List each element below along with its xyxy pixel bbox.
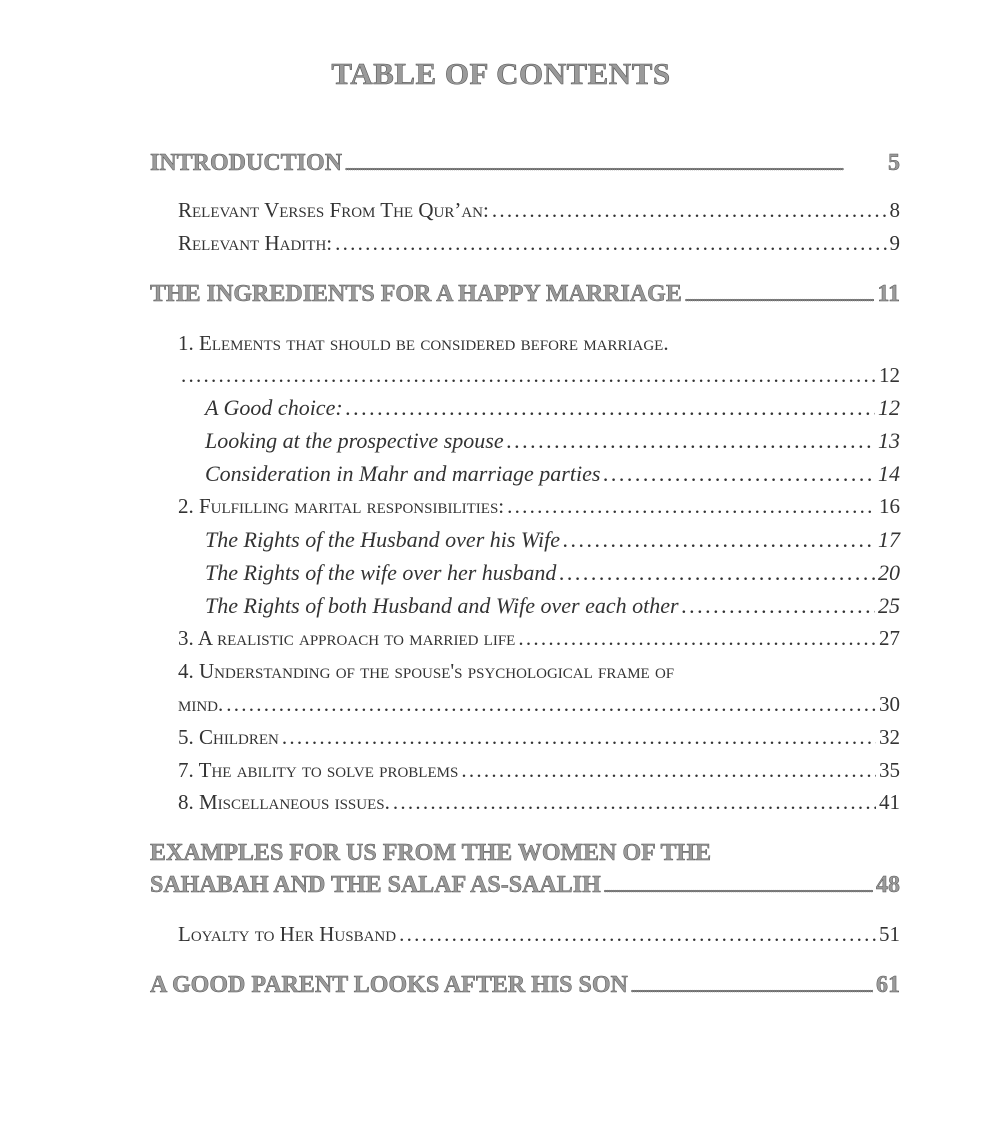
toc-entry-title: THE INGREDIENTS FOR A HAPPY MARRIAGE (150, 281, 682, 307)
toc-entry-page-number: 13 (878, 428, 900, 453)
dot-leader (507, 494, 876, 519)
toc-entry-page-number: 51 (879, 922, 900, 946)
toc-entry-title: 5. Children (178, 725, 279, 749)
toc-entry-page-number: 41 (879, 790, 900, 814)
toc-entry[interactable] (178, 198, 900, 223)
toc-entry-title: 1. Elements that should be considered before marriage. (178, 331, 669, 355)
dot-leader (492, 198, 887, 223)
toc-entry-page-number: 27 (879, 626, 900, 650)
dot-leader (461, 758, 876, 783)
toc-entry-page-number: 61 (876, 972, 900, 998)
toc-entry-page-number: 5 (888, 150, 900, 176)
toc-entry-page-number: 32 (879, 725, 900, 749)
toc-entry-page-number: 20 (878, 560, 900, 585)
toc-entry[interactable] (178, 790, 900, 815)
toc-entry-page-number: 30 (879, 692, 900, 716)
toc-entry-title: Loyalty to Her Husband (178, 922, 397, 946)
dot-leader (559, 560, 875, 586)
toc-entry-page-number: 8 (889, 198, 900, 222)
toc-entry-title: A GOOD PARENT LOOKS AFTER HIS SON (150, 972, 628, 998)
toc-entry[interactable] (205, 461, 900, 487)
toc-entry-title: The Rights of the wife over her husband (205, 560, 557, 585)
toc-entry[interactable] (178, 626, 900, 651)
toc-entry-title: The Rights of the Husband over his Wife (205, 527, 561, 552)
toc-entry-page-number: 25 (878, 593, 900, 618)
dot-leader (399, 922, 876, 947)
toc-entry-title: The Rights of both Husband and Wife over each other (205, 593, 679, 618)
toc-entry-title: 8. Miscellaneous issues. (178, 790, 390, 814)
toc-entry-page-number: 12 (879, 363, 900, 387)
toc-entry[interactable] (205, 560, 900, 586)
toc-entry-title: Looking at the prospective spouse (205, 428, 504, 453)
toc-entry[interactable] (205, 593, 900, 619)
dot-leader (335, 231, 886, 256)
toc-entry-page-number: 17 (878, 527, 900, 552)
toc-entry-title: EXAMPLES FOR US FROM THE WOMEN OF THE (150, 840, 712, 866)
dot-leader (507, 428, 875, 454)
toc-entry-title: 7. The ability to solve problems (178, 758, 459, 782)
toc-entry[interactable] (150, 872, 900, 899)
toc-entry-title: SAHABAH AND THE SALAF AS-SAALIH (150, 872, 601, 898)
dot-leader (563, 527, 875, 553)
dot-leader (181, 363, 876, 388)
toc-entry[interactable] (178, 363, 900, 388)
dot-leader (226, 692, 876, 717)
toc-entry[interactable] (178, 725, 900, 750)
toc-entry-page-number: 16 (879, 494, 900, 518)
toc-entry[interactable] (205, 395, 900, 421)
toc-entry-title: INTRODUCTION (150, 150, 343, 176)
toc-entry[interactable] (150, 972, 900, 999)
dot-leader (346, 395, 875, 421)
toc-entry-page-number: 35 (879, 758, 900, 782)
dot-leader (685, 281, 874, 308)
dot-leader (393, 790, 876, 815)
toc-entry-title: mind. (178, 692, 224, 716)
toc-entry[interactable] (150, 150, 900, 177)
dot-leader (604, 872, 873, 899)
toc-entry[interactable] (150, 281, 900, 308)
toc-entry[interactable] (178, 692, 900, 717)
toc-entry-title: 4. Understanding of the spouse's psychological frame of (178, 659, 675, 683)
page-title: TABLE OF CONTENTS (331, 56, 671, 91)
toc-entry-page-number: 9 (889, 231, 900, 255)
toc-entry-page-number: 12 (878, 395, 900, 420)
toc-entry[interactable] (205, 527, 900, 553)
toc-entry[interactable] (178, 331, 900, 356)
dot-leader (631, 972, 873, 999)
toc-entry[interactable] (178, 758, 900, 783)
toc-entry[interactable] (178, 659, 900, 684)
toc-entry-title: A Good choice: (205, 395, 343, 420)
toc-entry-page-number: 11 (877, 281, 900, 307)
toc-entry[interactable] (205, 428, 900, 454)
toc-entry[interactable] (178, 922, 900, 947)
toc-entry[interactable] (150, 840, 900, 867)
toc-entry-title: Consideration in Mahr and marriage parties (205, 461, 601, 486)
toc-entry-page-number: 14 (878, 461, 900, 486)
dot-leader (518, 626, 876, 651)
toc-entry-title: Relevant Hadith: (178, 231, 333, 255)
toc-entry-page-number: 48 (876, 872, 900, 898)
toc-entry[interactable] (178, 231, 900, 256)
dot-leader (282, 725, 876, 750)
toc-entry[interactable] (178, 494, 900, 519)
dot-leader (345, 150, 885, 177)
toc-entry-title: 3. A realistic approach to married life (178, 626, 516, 650)
toc-entry-title: Relevant Verses From The Qur’an: (178, 198, 489, 222)
toc-entry-title: 2. Fulfilling marital responsibilities: (178, 494, 505, 518)
dot-leader (603, 461, 875, 487)
dot-leader (682, 593, 875, 619)
